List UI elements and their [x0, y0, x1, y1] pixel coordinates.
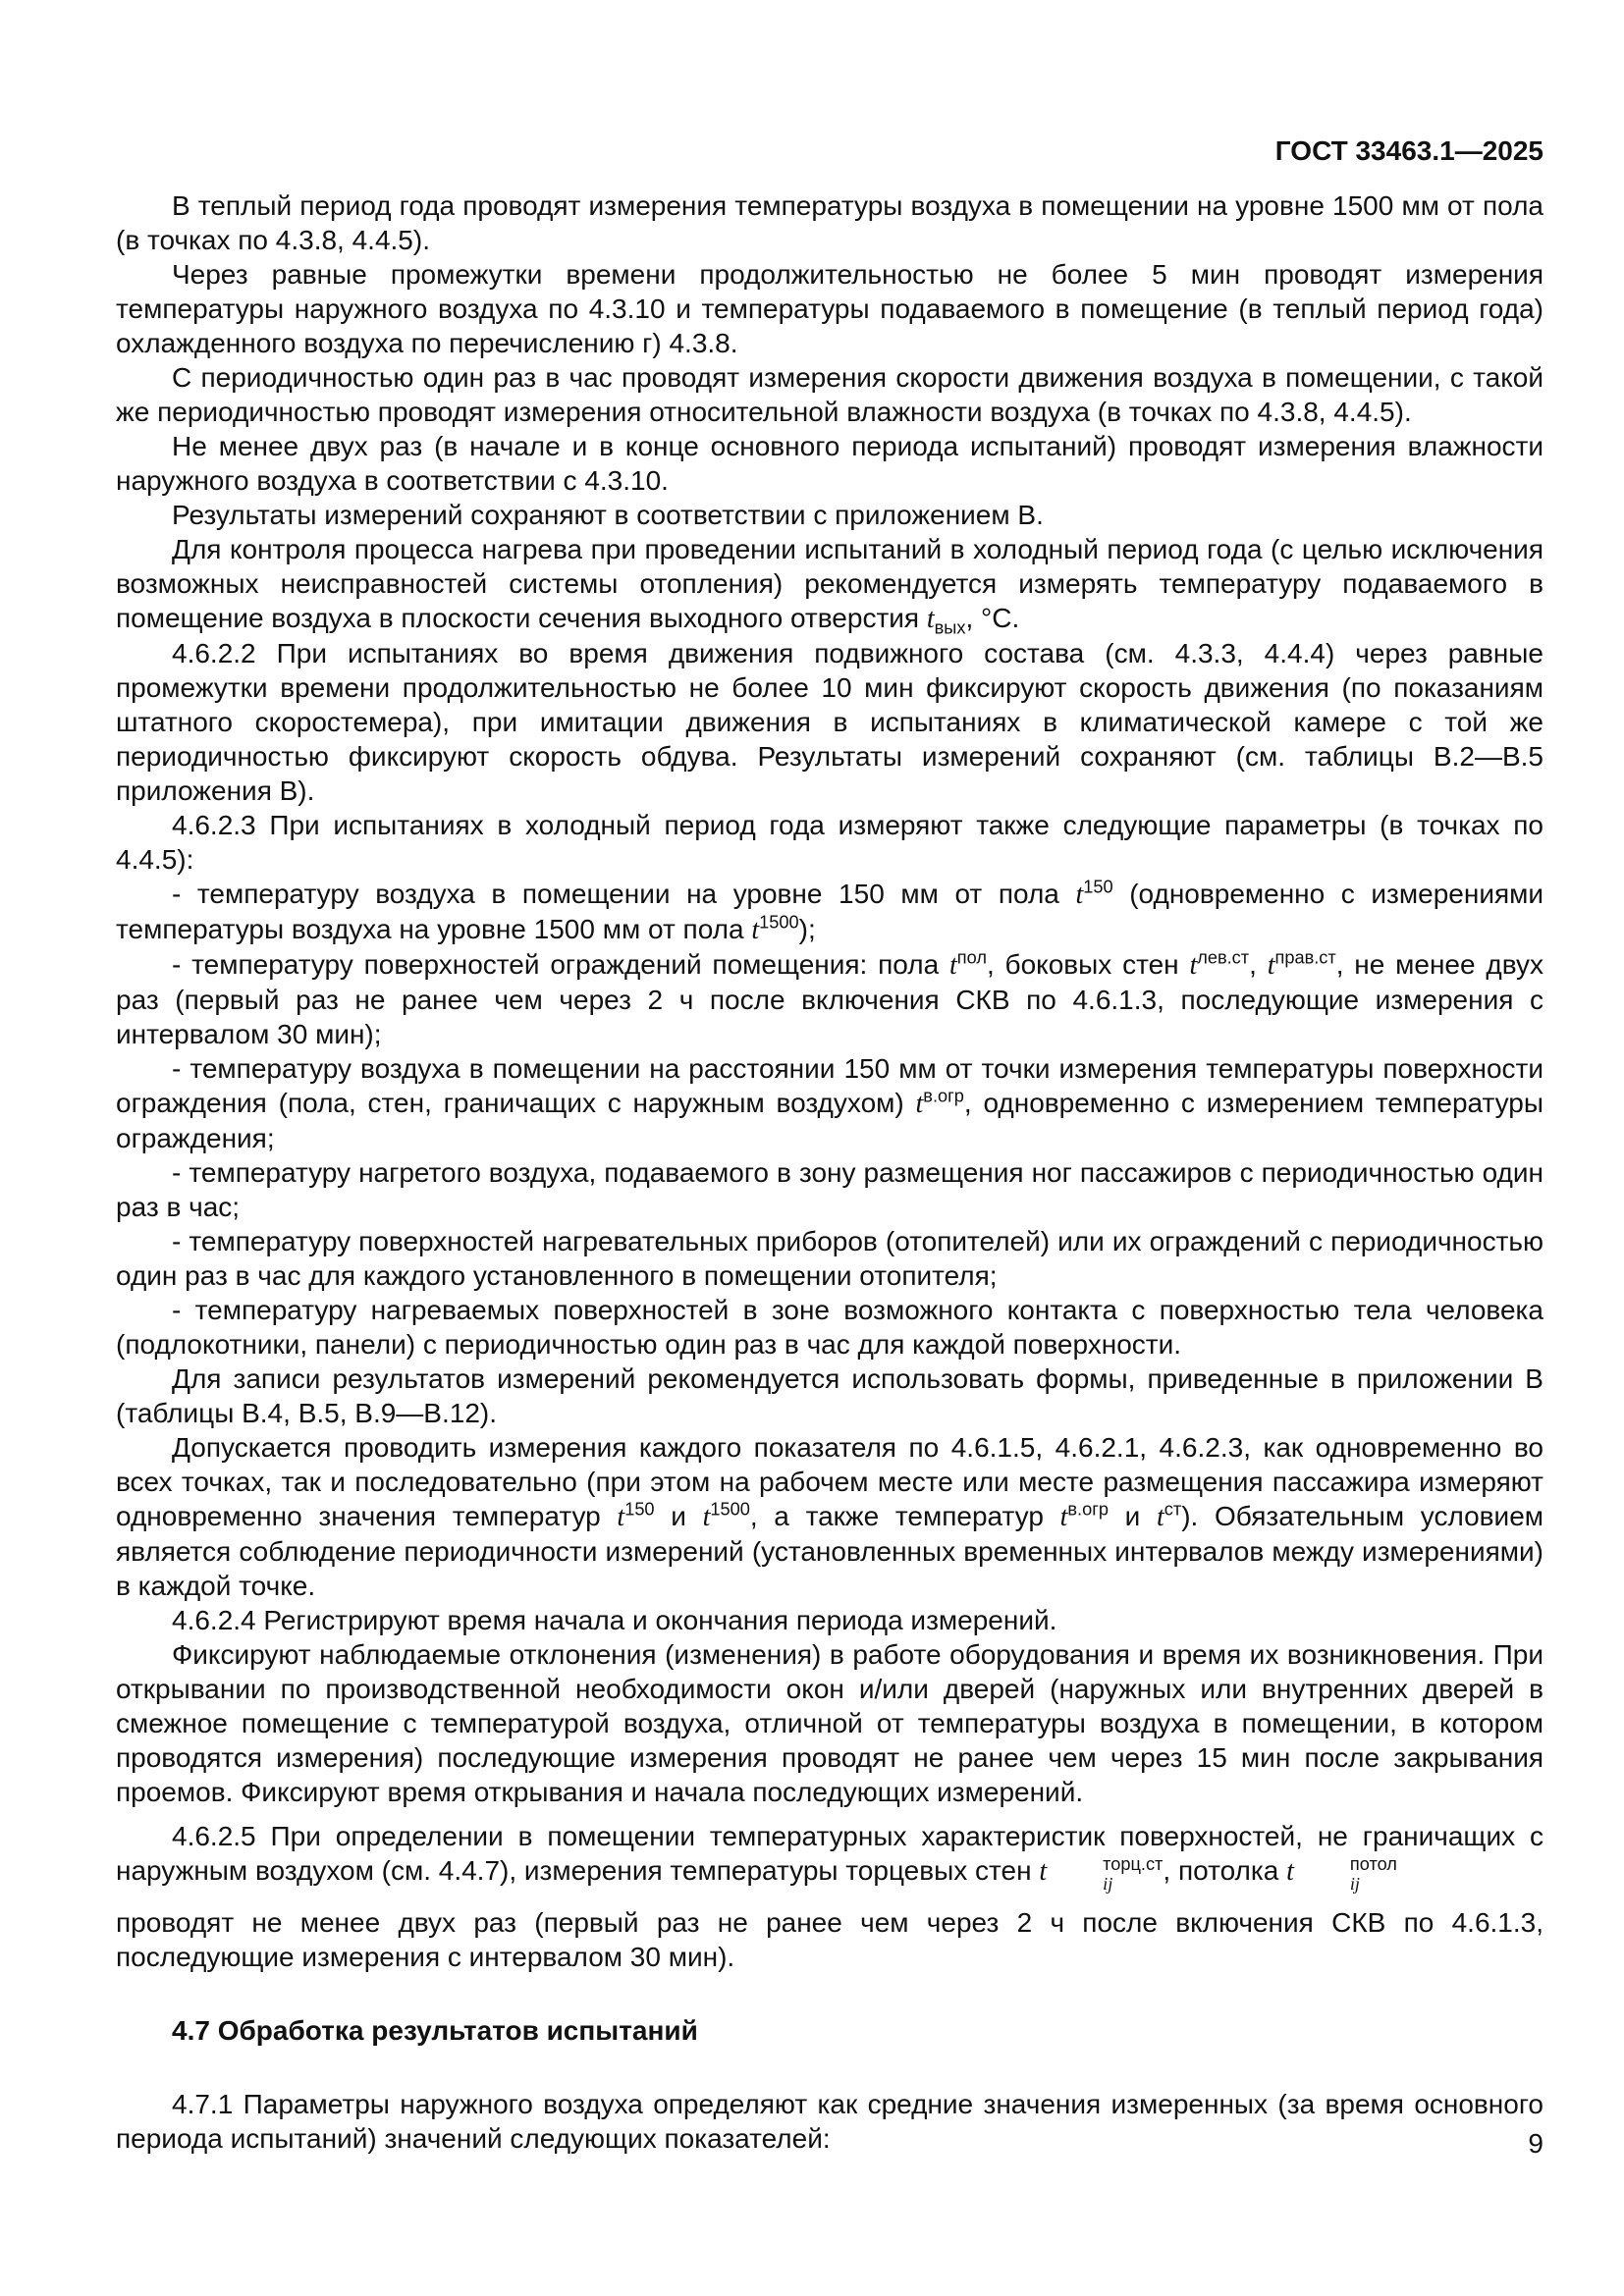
math-variable: t — [948, 950, 957, 981]
document-body — [116, 188, 1543, 2156]
paragraph: 4.6.2.2 При испытаниях во время движения подвижного состава (см. 4.3.3, 4.4.4) через равные промежутки времени продолжительностью не более 10 мин фиксируют скорость движения (по показаниям штатного скоростемера), при имитации движения в испытаниях в климатической камере с той же периодичностью фиксируют скорость обдува. Результаты измерений сохраняют (см. таблицы В.2—В.5 приложения В). — [116, 638, 1543, 806]
paragraph: проводят не менее двух раз (первый раз не ранее чем через 2 ч после включения СКВ по 4.6.1.3, последующие измерения с интервалом 30 мин). — [116, 1907, 1543, 1973]
paragraph: 4.6.2.3 При испытаниях в холодный период года измеряют также следующие параметры (в точках по 4.4.5): — [116, 810, 1543, 875]
paragraph: 4.6.2.4 Регистрируют время начала и окончания периода измерений. — [172, 1605, 1057, 1635]
paragraph: 4.6.2.5 При определении в помещении температурных характеристик поверхностей, не граничащих с наружным воздухом (см. 4.4.7), измерения температуры торцевых стен t торц.ст ij , потолка t потол ij — [116, 1821, 1543, 1894]
paragraph: - температуру поверхностей ограждений помещения: пола $t^{пол}$, боковых стен $t^{лев.ст}$, $t^{прав.ст}$, не менее двух раз (первый раз не ранее чем через 2 ч после включения СКВ по 4.6.1.3, последующие измерения с интервалом 30 мин); — [116, 947, 1543, 1049]
math-variable: t — [1286, 1856, 1294, 1887]
paragraph: Фиксируют наблюдаемые отклонения (изменения) в работе оборудования и время их возникновения. При открывании по производственной необходимости окон и/или дверей (наружных или внутренних дверей в смежное помещение с температурой воздуха, отличной от температуры воздуха в помещении, в котором проводятся измерения) последующие измерения проводят не ранее чем через 15 мин после закрывания проемов. Фиксируют время открывания и начала последующих измерений. — [116, 1639, 1543, 1807]
section-heading: 4.7 Обработка результатов испытаний — [172, 2015, 698, 2047]
document-title: ГОСТ 33463.1—2025 — [1274, 135, 1543, 166]
math-sub-sup-stack: торц.ст ij — [1103, 1853, 1164, 1894]
paragraph: Для контроля процесса нагрева при проведении испытаний в холодный период года (с целью исключения возможных неисправностей системы отопления) рекомендуется измерять температуру подаваемого в помещение воздуха в плоскости сечения выходного отверстия $t_{вых}$, °С. — [116, 534, 1543, 638]
superscript: 1500 — [710, 1499, 750, 1520]
paragraph: - температуру воздуха в помещении на уровне 150 мм от пола $t^{150}$ (одновременно с измерениями температуры воздуха на уровне 1500 мм от пола $t^{1500}$); — [116, 877, 1544, 945]
math-variable: t — [1267, 950, 1275, 981]
math-variable: t — [1059, 1502, 1068, 1532]
math-variable: t — [1039, 1856, 1048, 1887]
page-number: 9 — [1528, 2128, 1543, 2159]
superscript: в.огр — [923, 1086, 964, 1106]
math-variable: t — [702, 1502, 711, 1532]
paragraph: Результаты измерений сохраняют в соответствии с приложением В. — [172, 500, 1044, 530]
subscript: вых — [934, 617, 966, 638]
math-variable: t — [1157, 1502, 1164, 1532]
paragraph: Через равные промежутки времени продолжительностью не более 5 мин проводят измерения температуры наружного воздуха по 4.3.10 и температуры подаваемого в помещение (в теплый период года) охлажденного воздуха по перечислению г) 4.3.8. — [116, 259, 1543, 358]
paragraph: - температуру воздуха в помещении на расстоянии 150 мм от точки измерения температуры поверхности ограждения (пола, стен, граничащих с наружным воздухом) $t^{в.огр}$, одновременно с измерением температуры ограждения; — [116, 1053, 1543, 1153]
paragraph: В теплый период года проводят измерения температуры воздуха в помещении на уровне 1500 мм от пола (в точках по 4.3.8, 4.4.5). — [116, 190, 1543, 255]
math-variable: t — [1075, 880, 1084, 910]
document-header — [116, 135, 1543, 167]
superscript: в.огр — [1067, 1499, 1109, 1520]
page-footer — [116, 2128, 1543, 2160]
superscript: 150 — [624, 1499, 655, 1520]
paragraph: Для записи результатов измерений рекомендуется использовать формы, приведенные в приложении В (таблицы В.4, В.5, В.9—В.12). — [116, 1363, 1543, 1428]
paragraph: - температуру поверхностей нагревательных приборов (отопителей) или их ограждений с периодичностью один раз в час для каждого установленного в помещении отопителя; — [116, 1226, 1543, 1291]
math-variable: t — [617, 1502, 625, 1532]
math-variable: t — [751, 915, 760, 945]
paragraph: 4.7.1 Параметры наружного воздуха определяют как средние значения измеренных (за время основного периода испытаний) значений следующих показателей: — [116, 2089, 1543, 2155]
paragraph: - температуру нагретого воздуха, подаваемого в зону размещения ног пассажиров с периодичностью один раз в час; — [116, 1157, 1543, 1222]
superscript: 1500 — [759, 912, 799, 933]
math-sub-sup-stack: потол ij — [1349, 1853, 1397, 1894]
superscript: прав.ст — [1274, 947, 1336, 968]
paragraph: С периодичностью один раз в час проводят измерения скорости движения воздуха в помещении, с такой же периодичностью проводят измерения относительной влажности воздуха (в точках по 4.3.8, 4.4.5). — [116, 362, 1543, 427]
paragraph: - температуру нагреваемых поверхностей в зоне возможного контакта с поверхностью тела человека (подлокотники, панели) с периодичностью один раз в час для каждой поверхности. — [116, 1295, 1543, 1360]
math-variable: t — [915, 1089, 924, 1119]
superscript: лев.ст — [1197, 947, 1250, 968]
superscript: пол — [956, 947, 987, 968]
superscript: ст — [1164, 1499, 1182, 1520]
paragraph: Не менее двух раз (в начале и в конце основного периода испытаний) проводят измерения влажности наружного воздуха в соответствии с 4.3.10. — [116, 431, 1543, 496]
paragraph: Допускается проводить измерения каждого показателя по 4.6.1.5, 4.6.2.1, 4.6.2.3, как одновременно во всех точках, так и последовательно (при этом на рабочем месте или месте размещения пассажира измеряют одновременно значения температур $t^{150}$ и $t^{1500}$, а также температур $t^{в.огр}$ и $t^{ст}$). Обязательным условием является соблюдение периодичности измерений (установленных временных интервалов между измерениями) в каждой точке. — [116, 1432, 1544, 1601]
math-variable: t — [1189, 950, 1198, 981]
superscript: 150 — [1083, 877, 1113, 897]
math-variable: t — [926, 604, 935, 634]
